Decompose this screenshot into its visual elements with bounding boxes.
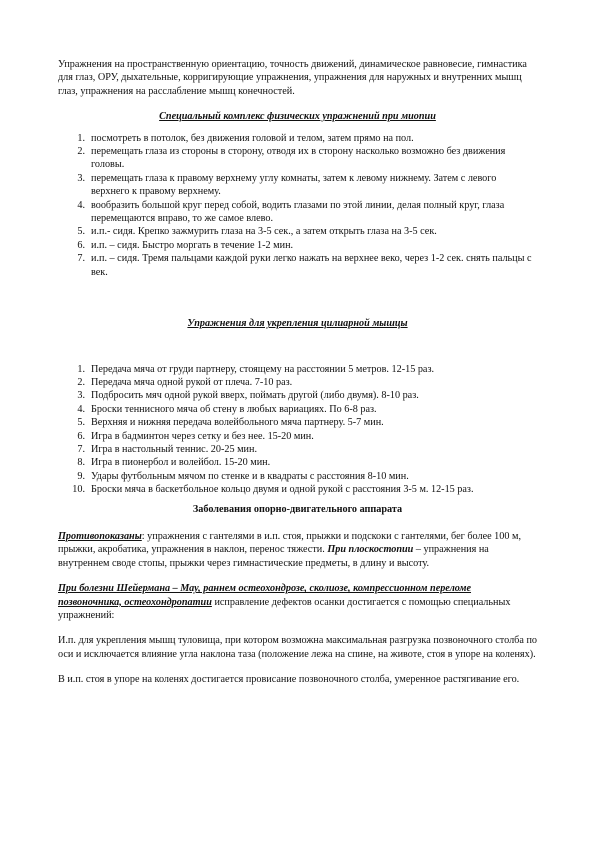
- list-item: 3. перемещать глаза к правому верхнему углу комнаты, затем к левому нижнему. Затем с левого верхнего к правому верхнему.: [77, 172, 497, 198]
- kneeling-position-paragraph: В и.п. стоя в упоре на коленях достигается провисание позвоночного столба, умеренное растягивание его.: [58, 674, 520, 686]
- section-musculoskeletal-title: Заболевания опорно-двигательного аппарата: [192, 503, 403, 515]
- disease-paragraph: [58, 582, 537, 622]
- myopia-exercise-list: [58, 132, 537, 279]
- list-item: 6. и.п. – сидя. Быстро моргать в течение 1-2 мин.: [77, 239, 294, 251]
- list-item: 3. Подбросить мяч одной рукой вверх, поймать другой (либо двумя). 8-10 раз.: [77, 390, 419, 402]
- list-item: 5. и.п.- сидя. Крепко зажмурить глаза на 3-5 сек., а затем открыть глаза на 3-5 сек.: [77, 226, 437, 238]
- starting-position-paragraph: И.п. для укрепления мышц туловища, при котором возможна максимальная разгрузка позвоночного столба по оси и исключается влияние угла наклона таза (положение лежа на спине, на животе, стоя в упоре на коленях).: [58, 635, 537, 660]
- list-item: 1. посмотреть в потолок, без движения головой и телом, затем прямо на пол.: [77, 132, 414, 144]
- flatfoot-text: – упражнения на внутреннем своде стопы, прыжки через гимнастические предметы, в длину и высоту.: [58, 544, 489, 569]
- list-item: 1. Передача мяча от груди партнеру, стоящему на расстоянии 5 метров. 12-15 раз.: [77, 363, 435, 375]
- list-item: 7. и.п. – сидя. Тремя пальцами каждой руки легко нажать на верхнее веко, через 1-2 сек. снять пальцы с век.: [77, 253, 532, 278]
- list-item: 8. Игра в пионербол и волейбол. 15-20 мин.: [77, 457, 271, 469]
- list-item: 2. перемещать глаза из стороны в сторону, отводя их в сторону насколько возможно без движения головы.: [77, 146, 506, 171]
- contraindications-text: : упражнения с гантелями в и.п. стоя, прыжки и подскоки с гантелями, бег более 100 м, прыжки, акробатика, упражнения в наклон, перенос тяжести.: [58, 530, 521, 556]
- list-item: 9. Удары футбольным мячом по стенке и в квадраты с расстояния 8-10 мин.: [77, 470, 409, 482]
- section-ciliary-title: Упражнения для укрепления цилиарной мышцы: [187, 318, 408, 330]
- list-item: 5. Верхняя и нижняя передача волейбольного мяча партнеру. 5-7 мин.: [77, 417, 384, 429]
- list-item: 10. Броски мяча в баскетбольное кольцо двумя и одной рукой с расстояния 3-5 м. 12-15 раз.: [72, 484, 474, 496]
- intro-paragraph: Упражнения на пространственную ориентацию, точность движений, динамическое равновесие, гимнастика для глаз, ОРУ, дыхательные, корригирующие упражнения, упражнения для наружных и внутренних мышц глаз, упражнения на расслабление мышц конечностей.: [58, 59, 527, 97]
- contraindications-paragraph: [58, 530, 537, 570]
- disease-label: При болезни Шейермана – Мау, раннем остеохондрозе, сколиозе, компрессионном переломе позвоночника, остеохондропатии: [58, 583, 472, 608]
- list-item: 6. Игра в бадминтон через сетку и без нее. 15-20 мин.: [77, 430, 314, 442]
- section-myopia-title: Специальный комплекс физических упражнений при миопии: [159, 111, 436, 123]
- list-item: 4. вообразить большой круг перед собой, водить глазами по этой линии, делая полный круг, глаза перемещаются вправо, то же самое влево.: [77, 199, 505, 225]
- list-item: 4. Броски теннисного мяча об стену в любых вариациях. По 6-8 раз.: [77, 403, 377, 415]
- list-item: 2. Передача мяча одной рукой от плеча. 7-10 раз.: [77, 376, 293, 388]
- ciliary-exercise-list: [58, 363, 537, 497]
- contraindications-label: Противопоказаны: [58, 530, 142, 542]
- list-item: 7. Игра в настольный теннис. 20-25 мин.: [77, 443, 258, 455]
- flatfoot-label: При плоскостопии: [327, 544, 414, 556]
- disease-text: исправление дефектов осанки достигается с помощью специальных упражнений:: [58, 596, 511, 621]
